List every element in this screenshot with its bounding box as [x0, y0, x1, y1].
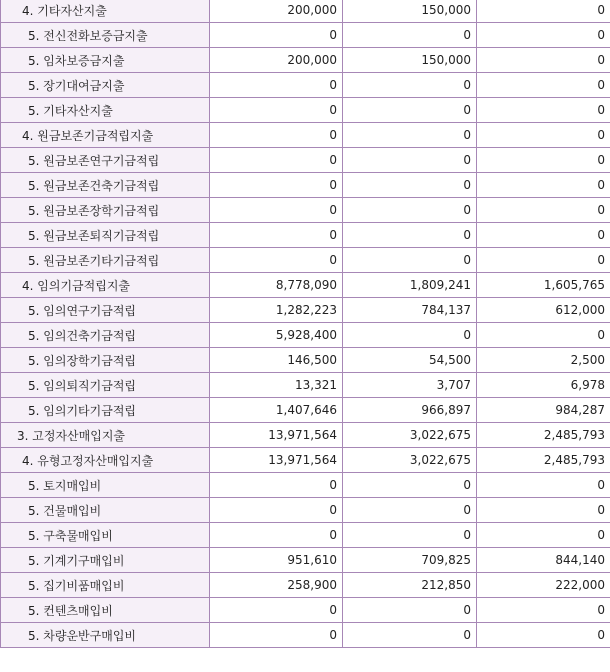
amount-cell-2: 784,137 [343, 298, 477, 323]
account-name-cell: 4. 기타자산지출 [1, 0, 210, 23]
amount-cell-1: 0 [210, 223, 343, 248]
table-row [1, 23, 610, 48]
table-row [1, 423, 610, 448]
account-name-cell: 5. 임의기타기금적립 [1, 398, 210, 423]
amount-cell-1: 0 [210, 148, 343, 173]
table-row [1, 573, 610, 598]
amount-cell-2: 0 [343, 98, 477, 123]
table-row [1, 373, 610, 398]
amount-cell-1: 5,928,400 [210, 323, 343, 348]
account-name-cell: 5. 차량운반구매입비 [1, 623, 210, 648]
amount-cell-1: 1,282,223 [210, 298, 343, 323]
account-name-cell: 5. 임의퇴직기금적립 [1, 373, 210, 398]
account-name-cell: 5. 건물매입비 [1, 498, 210, 523]
amount-cell-1: 0 [210, 23, 343, 48]
amount-cell-1: 0 [210, 498, 343, 523]
amount-cell-2: 1,809,241 [343, 273, 477, 298]
account-name-cell: 4. 유형고정자산매입지출 [1, 448, 210, 473]
amount-cell-1: 13,971,564 [210, 423, 343, 448]
account-name-cell: 5. 임의건축기금적립 [1, 323, 210, 348]
amount-cell-1: 8,778,090 [210, 273, 343, 298]
table-row [1, 548, 610, 573]
table-row [1, 473, 610, 498]
amount-cell-3: 6,978 [477, 373, 610, 398]
amount-cell-2: 0 [343, 123, 477, 148]
amount-cell-2: 3,707 [343, 373, 477, 398]
amount-cell-3: 0 [477, 598, 610, 623]
amount-cell-1: 200,000 [210, 48, 343, 73]
amount-cell-1: 0 [210, 598, 343, 623]
table-row [1, 123, 610, 148]
amount-cell-3: 0 [477, 623, 610, 648]
amount-cell-2: 3,022,675 [343, 423, 477, 448]
amount-cell-1: 146,500 [210, 348, 343, 373]
table-row [1, 148, 610, 173]
account-name-cell: 5. 컨텐츠매입비 [1, 598, 210, 623]
amount-cell-3: 0 [477, 148, 610, 173]
amount-cell-2: 54,500 [343, 348, 477, 373]
amount-cell-2: 0 [343, 173, 477, 198]
amount-cell-1: 0 [210, 523, 343, 548]
amount-cell-2: 0 [343, 523, 477, 548]
amount-cell-2: 3,022,675 [343, 448, 477, 473]
table-row [1, 348, 610, 373]
amount-cell-3: 0 [477, 248, 610, 273]
account-name-cell: 5. 기타자산지출 [1, 98, 210, 123]
amount-cell-2: 0 [343, 498, 477, 523]
table-row [1, 173, 610, 198]
amount-cell-2: 0 [343, 23, 477, 48]
amount-cell-3: 984,287 [477, 398, 610, 423]
amount-cell-1: 258,900 [210, 573, 343, 598]
account-name-cell: 5. 장기대여금지출 [1, 73, 210, 98]
table-row [1, 273, 610, 298]
amount-cell-2: 0 [343, 598, 477, 623]
table-row [1, 223, 610, 248]
account-name-cell: 3. 고정자산매입지출 [1, 423, 210, 448]
table-row [1, 248, 610, 273]
amount-cell-2: 0 [343, 223, 477, 248]
amount-cell-2: 0 [343, 323, 477, 348]
account-name-cell: 5. 원금보존퇴직기금적립 [1, 223, 210, 248]
amount-cell-3: 1,605,765 [477, 273, 610, 298]
amount-cell-2: 212,850 [343, 573, 477, 598]
amount-cell-2: 0 [343, 148, 477, 173]
amount-cell-1: 951,610 [210, 548, 343, 573]
amount-cell-3: 844,140 [477, 548, 610, 573]
amount-cell-3: 2,485,793 [477, 423, 610, 448]
amount-cell-1: 0 [210, 473, 343, 498]
table-row [1, 198, 610, 223]
amount-cell-1: 0 [210, 248, 343, 273]
amount-cell-3: 2,485,793 [477, 448, 610, 473]
account-name-cell: 5. 원금보존기타기금적립 [1, 248, 210, 273]
table-row [1, 323, 610, 348]
table-row [1, 498, 610, 523]
amount-cell-3: 0 [477, 498, 610, 523]
amount-cell-3: 0 [477, 473, 610, 498]
amount-cell-1: 13,971,564 [210, 448, 343, 473]
account-name-cell: 5. 구축물매입비 [1, 523, 210, 548]
amount-cell-2: 0 [343, 473, 477, 498]
amount-cell-1: 0 [210, 198, 343, 223]
amount-cell-3: 2,500 [477, 348, 610, 373]
amount-cell-2: 0 [343, 248, 477, 273]
account-name-cell: 5. 임의장학기금적립 [1, 348, 210, 373]
amount-cell-1: 0 [210, 173, 343, 198]
amount-cell-2: 709,825 [343, 548, 477, 573]
amount-cell-2: 966,897 [343, 398, 477, 423]
table-row [1, 448, 610, 473]
amount-cell-3: 0 [477, 323, 610, 348]
table-row [1, 523, 610, 548]
amount-cell-3: 0 [477, 523, 610, 548]
table-row [1, 98, 610, 123]
amount-cell-3: 0 [477, 98, 610, 123]
table-row [1, 0, 610, 23]
account-name-cell: 5. 집기비품매입비 [1, 573, 210, 598]
table-row [1, 73, 610, 98]
account-name-cell: 5. 원금보존연구기금적립 [1, 148, 210, 173]
amount-cell-2: 150,000 [343, 48, 477, 73]
amount-cell-3: 0 [477, 0, 610, 23]
amount-cell-3: 612,000 [477, 298, 610, 323]
amount-cell-3: 0 [477, 23, 610, 48]
account-name-cell: 5. 기계기구매입비 [1, 548, 210, 573]
table-row [1, 298, 610, 323]
amount-cell-3: 0 [477, 198, 610, 223]
amount-cell-3: 0 [477, 48, 610, 73]
account-name-cell: 5. 원금보존장학기금적립 [1, 198, 210, 223]
account-name-cell: 5. 전신전화보증금지출 [1, 23, 210, 48]
table-row [1, 598, 610, 623]
account-name-cell: 5. 임의연구기금적립 [1, 298, 210, 323]
account-name-cell: 4. 원금보존기금적립지출 [1, 123, 210, 148]
amount-cell-1: 200,000 [210, 0, 343, 23]
amount-cell-3: 0 [477, 123, 610, 148]
account-name-cell: 5. 원금보존건축기금적립 [1, 173, 210, 198]
amount-cell-1: 13,321 [210, 373, 343, 398]
amount-cell-3: 0 [477, 173, 610, 198]
table-row [1, 623, 610, 648]
table-row [1, 398, 610, 423]
amount-cell-1: 0 [210, 123, 343, 148]
amount-cell-2: 0 [343, 198, 477, 223]
amount-cell-1: 0 [210, 98, 343, 123]
amount-cell-2: 0 [343, 623, 477, 648]
table-row [1, 48, 610, 73]
account-name-cell: 5. 임차보증금지출 [1, 48, 210, 73]
amount-cell-3: 0 [477, 73, 610, 98]
amount-cell-2: 0 [343, 73, 477, 98]
amount-cell-3: 222,000 [477, 573, 610, 598]
amount-cell-3: 0 [477, 223, 610, 248]
amount-cell-1: 0 [210, 623, 343, 648]
budget-table-body [1, 0, 610, 648]
account-name-cell: 5. 토지매입비 [1, 473, 210, 498]
account-name-cell: 4. 임의기금적립지출 [1, 273, 210, 298]
amount-cell-1: 1,407,646 [210, 398, 343, 423]
amount-cell-2: 150,000 [343, 0, 477, 23]
amount-cell-1: 0 [210, 73, 343, 98]
